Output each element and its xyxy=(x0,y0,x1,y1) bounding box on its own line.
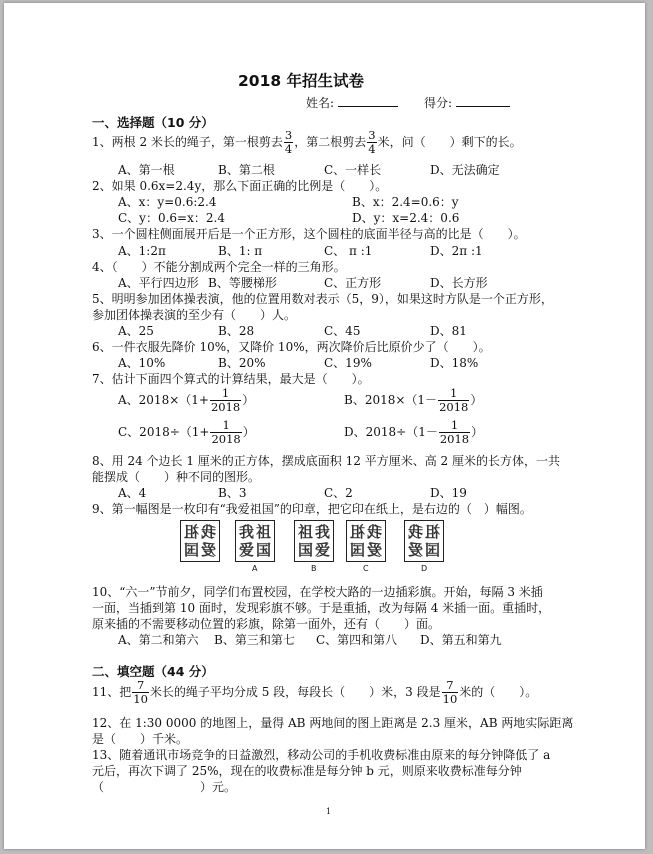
stamp-char: 我 xyxy=(200,523,216,541)
q10-option-a[interactable]: A、第二和第六 xyxy=(118,633,199,647)
stamp-char: 我 xyxy=(407,523,423,541)
q2-option-c[interactable]: C、y：0.6=x：2.4 xyxy=(118,211,225,225)
stamp-char: 国 xyxy=(183,541,199,559)
question-6: 6、一件衣服先降价 10%，又降价 10%，两次降价后比原价少了（ ）。 xyxy=(92,340,491,354)
q11-fraction-2 xyxy=(442,679,459,706)
q1-option-b[interactable]: B、第二根 xyxy=(218,163,275,177)
stamp-char: 国 xyxy=(424,541,440,559)
question-10-line-3: 原来插的不需要移动位置的彩旗，除第一面外，还有（ ）面。 xyxy=(92,617,441,631)
q8-option-b[interactable]: B、3 xyxy=(218,486,247,500)
q7-d-pre: D、2018÷（1－ xyxy=(344,425,438,439)
question-5-line-2: 参加团体操表演的至少有（ ）人。 xyxy=(92,308,297,322)
q6-option-c[interactable]: C、19% xyxy=(324,356,372,370)
q7-c-post: ） xyxy=(242,425,255,439)
question-7: 7、估计下面四个算式的计算结果，最大是（ ）。 xyxy=(92,372,370,386)
q8-option-c[interactable]: C、2 xyxy=(324,486,353,500)
q7-d-fraction xyxy=(439,419,470,446)
exam-page xyxy=(4,3,645,849)
q10-option-d[interactable]: D、第五和第九 xyxy=(420,633,502,647)
q3-option-c[interactable]: C、 π :1 xyxy=(324,244,373,258)
q7-d-den: 2018 xyxy=(439,432,470,446)
q1-text-mid: ，第二根剪去 xyxy=(294,135,367,149)
stamp-char: 爱 xyxy=(314,541,330,559)
q11-f2-num: 7 xyxy=(446,678,454,692)
q11-text-pre: 11、把 xyxy=(92,685,132,699)
q5-option-a[interactable]: A、25 xyxy=(118,324,154,338)
stamp-char: 爱 xyxy=(238,541,254,559)
q7-a-den: 2018 xyxy=(210,400,241,414)
stamp-char: 国 xyxy=(349,541,365,559)
q9-stamp-original xyxy=(180,520,220,562)
q7-a-fraction xyxy=(210,387,241,414)
q10-option-b[interactable]: B、第三和第七 xyxy=(214,633,295,647)
q7-option-c[interactable] xyxy=(118,419,255,446)
q1-option-d[interactable]: D、无法确定 xyxy=(430,163,500,177)
q3-option-a[interactable]: A、1:2π xyxy=(118,244,166,258)
page-number: 1 xyxy=(326,807,332,816)
q7-b-pre: B、2018×（1－ xyxy=(344,393,438,407)
q1-fraction-2 xyxy=(367,129,376,156)
q1-f2-num: 3 xyxy=(368,128,376,142)
q9-stamp-label: D xyxy=(421,564,428,573)
q4-option-a[interactable]: A、平行四边形 xyxy=(118,276,199,290)
section-1-heading: 一、选择题（10 分） xyxy=(92,115,214,130)
q11-f1-den: 10 xyxy=(133,692,148,706)
question-13-line-2: 元后，再次下调了 25%，现在的收费标准是每分钟 b 元，则原来收费标准每分钟 xyxy=(92,764,522,778)
name-blank xyxy=(338,95,398,107)
stamp-char: 爱 xyxy=(366,541,382,559)
q7-b-post: ） xyxy=(470,393,483,407)
q8-option-d[interactable]: D、19 xyxy=(430,486,467,500)
q1-f2-den: 4 xyxy=(368,142,376,156)
stamp-char: 祖 xyxy=(255,523,271,541)
q7-d-num: 1 xyxy=(450,418,459,432)
q7-d-post: ） xyxy=(471,425,484,439)
q5-option-c[interactable]: C、45 xyxy=(324,324,361,338)
q7-c-pre: C、2018÷（1+ xyxy=(118,425,210,439)
q11-f2-den: 10 xyxy=(442,692,458,706)
q9-stamp-label: C xyxy=(363,564,369,573)
q7-b-fraction xyxy=(438,387,469,414)
q5-option-b[interactable]: B、28 xyxy=(218,324,255,338)
q7-c-fraction xyxy=(210,419,241,446)
q9-stamp-d[interactable] xyxy=(404,520,444,562)
q11-text-mid: 米长的绳子平均分成 5 段，每段长（ ）米，3 段是 xyxy=(149,685,441,699)
stamp-char: 我 xyxy=(238,523,254,541)
stamp-char: 我 xyxy=(314,523,330,541)
q1-f1-den: 4 xyxy=(284,142,293,156)
q9-stamp-c[interactable] xyxy=(346,520,386,562)
question-8-line-1: 8、用 24 个边长 1 厘米的正方体，摆成底面积 12 平方厘米、高 2 厘米的长方体，一共 xyxy=(92,454,560,468)
score-label: 得分: xyxy=(424,96,453,110)
q1-fraction-1 xyxy=(284,129,293,156)
name-label: 姓名: xyxy=(306,96,335,110)
q1-text-pre: 1、两根 2 米长的绳子，第一根剪去 xyxy=(92,135,283,149)
stamp-char: 祖 xyxy=(424,523,440,541)
q6-option-d[interactable]: D、18% xyxy=(430,356,479,370)
question-11 xyxy=(92,679,537,706)
q4-option-c[interactable]: C、正方形 xyxy=(324,276,382,290)
stamp-char: 我 xyxy=(366,523,382,541)
stamp-char: 国 xyxy=(255,541,271,559)
stamp-char: 祖 xyxy=(349,523,365,541)
q7-a-pre: A、2018×（1+ xyxy=(118,393,209,407)
q10-option-c[interactable]: C、第四和第八 xyxy=(316,633,398,647)
q2-option-a[interactable]: A、x：y=0.6:2.4 xyxy=(118,195,217,209)
stamp-char: 祖 xyxy=(297,523,313,541)
q2-option-b[interactable]: B、x：2.4=0.6：y xyxy=(352,195,459,209)
q7-a-post: ） xyxy=(242,393,255,407)
q1-option-c[interactable]: C、一样长 xyxy=(324,163,382,177)
q7-b-den: 2018 xyxy=(439,400,469,414)
score-blank xyxy=(456,95,510,107)
q11-fraction-1 xyxy=(132,679,149,706)
q9-stamp-b[interactable] xyxy=(294,520,334,562)
q5-option-d[interactable]: D、81 xyxy=(430,324,467,338)
question-9: 9、第一幅图是一枚印有“我爱祖国”的印章，把它印在纸上，是右边的（ ）幅图。 xyxy=(92,502,532,516)
q1-option-a[interactable]: A、第一根 xyxy=(118,163,175,177)
q7-a-num: 1 xyxy=(221,386,230,400)
q6-option-b[interactable]: B、20% xyxy=(218,356,266,370)
name-field xyxy=(306,95,398,111)
q2-option-d[interactable]: D、y：x=2.4：0.6 xyxy=(352,211,460,225)
q6-option-a[interactable]: A、10% xyxy=(118,356,166,370)
q4-option-d[interactable]: D、长方形 xyxy=(430,276,488,290)
question-12-line-2: 是（ ）千米。 xyxy=(92,732,189,746)
q8-option-a[interactable]: A、4 xyxy=(118,486,147,500)
exam-title: 2018 年招生试卷 xyxy=(238,72,365,90)
question-5-line-1: 5、明明参加团体操表演，他的位置用数对表示（5，9），如果这时方队是一个正方形， xyxy=(92,292,553,306)
score-field xyxy=(424,95,510,111)
question-1 xyxy=(92,129,522,156)
stamp-char: 爱 xyxy=(407,541,423,559)
question-10-line-1: 10、“六一”节前夕，同学们布置校园，在学校大路的一边插彩旗。开始，每隔 3 米插 xyxy=(92,585,543,599)
q1-text-post: 米，问（ ）剩下的长。 xyxy=(377,135,522,149)
q3-option-d[interactable]: D、2π :1 xyxy=(430,244,483,258)
question-13-line-1: 13、随着通讯市场竞争的日益激烈，移动公司的手机收费标准由原来的每分钟降低了 a xyxy=(92,748,551,762)
question-13-line-3: （ ）元。 xyxy=(92,780,237,794)
q7-option-a[interactable] xyxy=(118,387,254,414)
question-2: 2、如果 0.6x=2.4y，那么下面正确的比例是（ ）。 xyxy=(92,179,388,193)
q11-f1-num: 7 xyxy=(136,678,145,692)
q4-option-b[interactable]: B、等腰梯形 xyxy=(208,276,277,290)
q1-f1-num: 3 xyxy=(284,128,293,142)
question-10-line-2: 一面，当插到第 10 面时，发现彩旗不够。于是重插，改为每隔 4 米插一面。重插时， xyxy=(92,601,551,615)
q9-stamp-label: B xyxy=(311,564,317,573)
stamp-char: 祖 xyxy=(183,523,199,541)
q7-option-d[interactable] xyxy=(344,419,483,446)
q11-text-post: 米的（ ）。 xyxy=(459,685,538,699)
stamp-char: 国 xyxy=(297,541,313,559)
q3-option-b[interactable]: B、1: π xyxy=(218,244,263,258)
question-3: 3、一个圆柱侧面展开后是一个正方形，这个圆柱的底面半径与高的比是（ ）。 xyxy=(92,227,526,241)
question-4: 4、（ ）不能分割成两个完全一样的三角形。 xyxy=(92,260,346,274)
q7-c-num: 1 xyxy=(222,418,230,432)
q7-b-num: 1 xyxy=(450,386,458,400)
section-2-heading: 二、填空题（44 分） xyxy=(92,664,214,679)
q9-stamp-label: A xyxy=(252,564,258,573)
q7-c-den: 2018 xyxy=(211,432,241,446)
q9-stamp-a[interactable] xyxy=(235,520,275,562)
question-8-line-2: 能摆成（ ）种不同的图形。 xyxy=(92,470,261,484)
question-12-line-1: 12、在 1:30 0000 的地图上，量得 AB 两地间的图上距离是 2.3 厘米，AB 两地实际距离 xyxy=(92,716,574,730)
q7-option-b[interactable] xyxy=(344,387,482,414)
stamp-char: 爱 xyxy=(200,541,216,559)
